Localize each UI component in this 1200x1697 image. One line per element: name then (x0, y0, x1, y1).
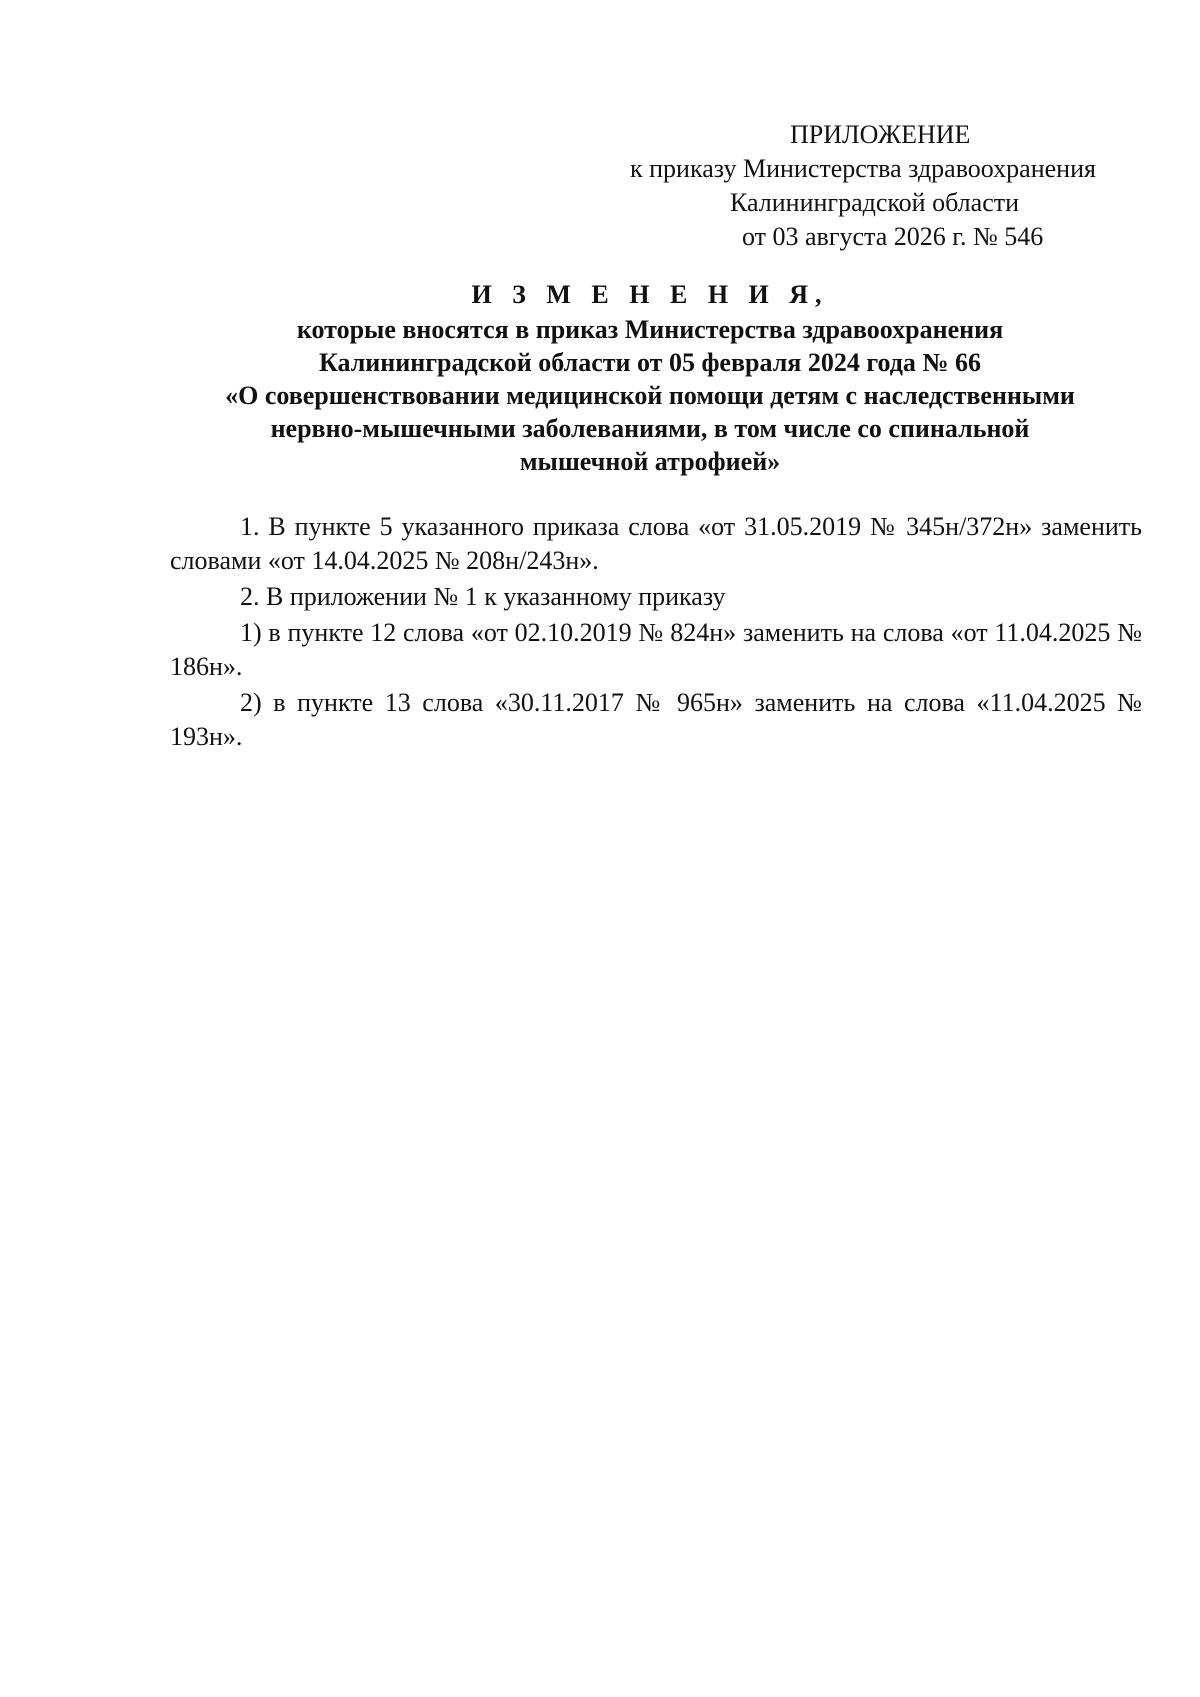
heading-line-4: нервно-мышечными заболеваниями, в том числе со спинальной (270, 414, 1030, 443)
appendix-line-date: от 03 августа 2026 г. № 546 (742, 222, 1044, 251)
heading-title: И З М Е Н Е Н И Я, (471, 280, 829, 309)
paragraph-4: 2) в пункте 13 слова «30.11.2017 № 965н» заменить на слова «11.04.2025 № 193н». (170, 688, 1142, 751)
heading-line-1: которые вносятся в приказ Министерства здравоохранения (296, 315, 1004, 344)
document-body (170, 510, 1142, 756)
paragraph-3: 1) в пункте 12 слова «от 02.10.2019 № 824н» заменить на слова «от 11.04.2025 № 186н». (170, 618, 1142, 681)
paragraph-1: 1. В пункте 5 указанного приказа слова «от 31.05.2019 № 345н/372н» заменить словами «от 14.04.2025 № 208н/243н». (170, 512, 1142, 575)
appendix-title: ПРИЛОЖЕНИЕ (790, 120, 971, 149)
heading-line-5: мышечной атрофией» (519, 447, 781, 476)
heading-line-2: Калининградской области от 05 февраля 2024 года № 66 (318, 348, 982, 377)
document-heading (170, 278, 1130, 478)
paragraph-2: 2. В приложении № 1 к указанному приказу (240, 582, 726, 611)
appendix-line-region: Калининградской области (730, 188, 1020, 217)
appendix-block (600, 118, 1160, 254)
appendix-line-order: к приказу Министерства здравоохранения (630, 154, 1096, 183)
heading-line-3: «О совершенствовании медицинской помощи детям с наследственными (225, 381, 1075, 410)
